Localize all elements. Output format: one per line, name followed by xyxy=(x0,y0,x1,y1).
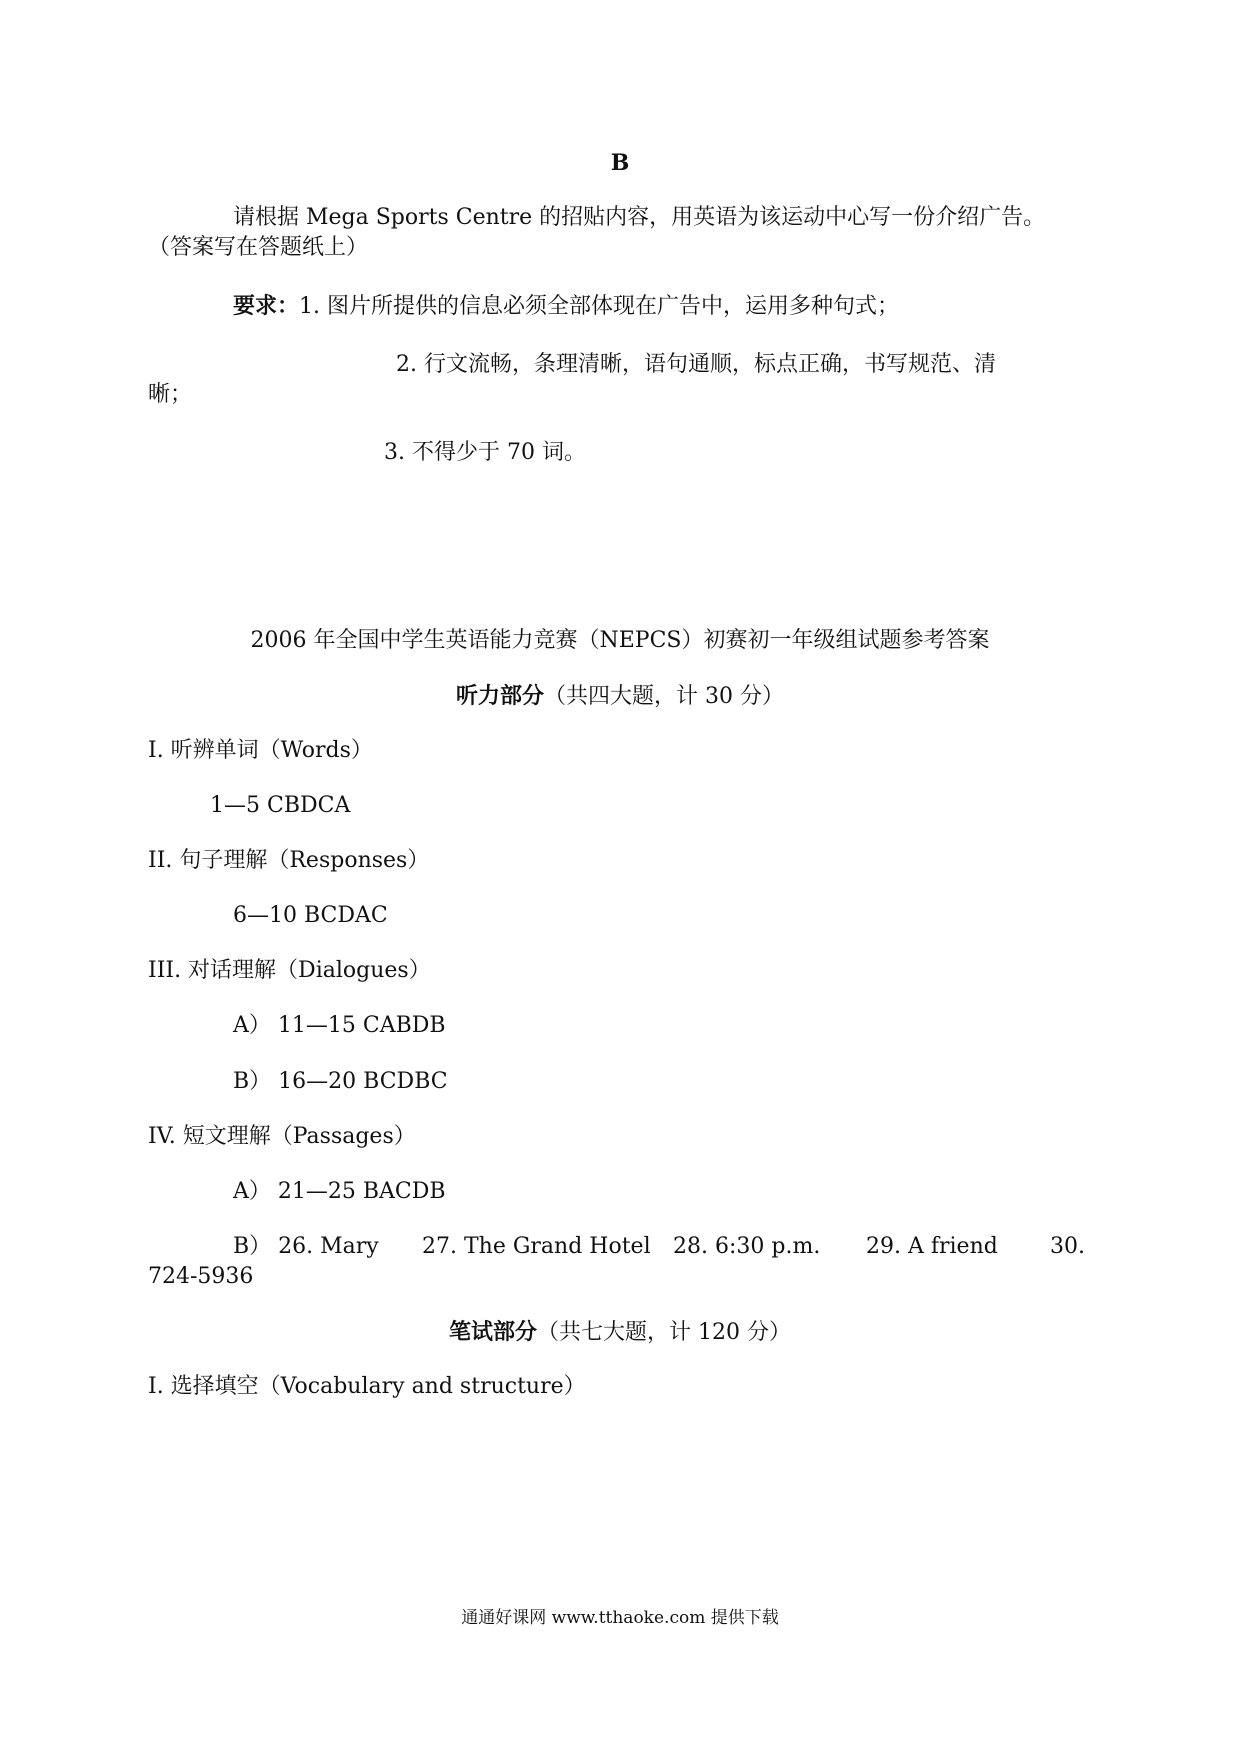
instruction-line-2: （答案写在答题纸上） xyxy=(148,235,369,260)
requirement-1-text: 1. 图片所提供的信息必须全部体现在广告中，运用多种句式； xyxy=(299,294,900,319)
requirements-label: 要求： xyxy=(233,293,300,319)
listening-part-3-a: A） 11—15 CABDB xyxy=(233,1013,446,1038)
page-footer: 通通好课网 www.tthaoke.com 提供下载 xyxy=(461,1608,779,1628)
section-label: B xyxy=(610,150,630,176)
listening-part-1-answers: 1—5 CBDCA xyxy=(210,793,351,818)
written-heading xyxy=(0,1317,1240,1348)
listening-heading-rest: （共四大题，计 30 分） xyxy=(544,684,784,709)
listening-part-2-title: II. 句子理解（Responses） xyxy=(148,848,430,873)
listening-part-4-b-27: 27. The Grand Hotel xyxy=(422,1234,651,1259)
listening-part-1-title: I. 听辨单词（Words） xyxy=(148,738,373,763)
answer-key-title: 2006 年全国中学生英语能力竞赛（NEPCS）初赛初一年级组试题参考答案 xyxy=(250,628,990,653)
requirement-2-line-2: 晰； xyxy=(148,382,193,407)
requirement-1 xyxy=(233,291,899,322)
listening-part-4-a: A） 21—25 BACDB xyxy=(233,1179,446,1204)
listening-part-3-title: III. 对话理解（Dialogues） xyxy=(148,958,431,983)
listening-part-4-b-30-continued: 724-5936 xyxy=(148,1264,254,1289)
listening-part-4-b-28: 28. 6:30 p.m. xyxy=(673,1234,821,1259)
listening-part-4-b-29: 29. A friend xyxy=(866,1234,998,1259)
requirement-3: 3. 不得少于 70 词。 xyxy=(384,440,586,465)
listening-heading-bold: 听力部分 xyxy=(456,683,545,709)
listening-part-4-b-30: 30. xyxy=(1050,1234,1085,1259)
listening-part-3-b: B） 16—20 BCDBC xyxy=(233,1069,448,1094)
listening-part-2-answers: 6—10 BCDAC xyxy=(233,903,388,928)
written-part-1-title: I. 选择填空（Vocabulary and structure） xyxy=(148,1374,586,1399)
listening-part-4-title: IV. 短文理解（Passages） xyxy=(148,1124,416,1149)
written-heading-rest: （共七大题，计 120 分） xyxy=(537,1320,791,1345)
written-heading-bold: 笔试部分 xyxy=(449,1319,538,1345)
listening-part-4-b-prefix: B） 26. Mary xyxy=(233,1234,379,1259)
requirement-2-line-1: 2. 行文流畅，条理清晰，语句通顺，标点正确，书写规范、清 xyxy=(396,352,996,377)
instruction-line-1: 请根据 Mega Sports Centre 的招贴内容，用英语为该运动中心写一份介绍广告。 xyxy=(233,205,1046,230)
listening-heading xyxy=(0,681,1240,712)
